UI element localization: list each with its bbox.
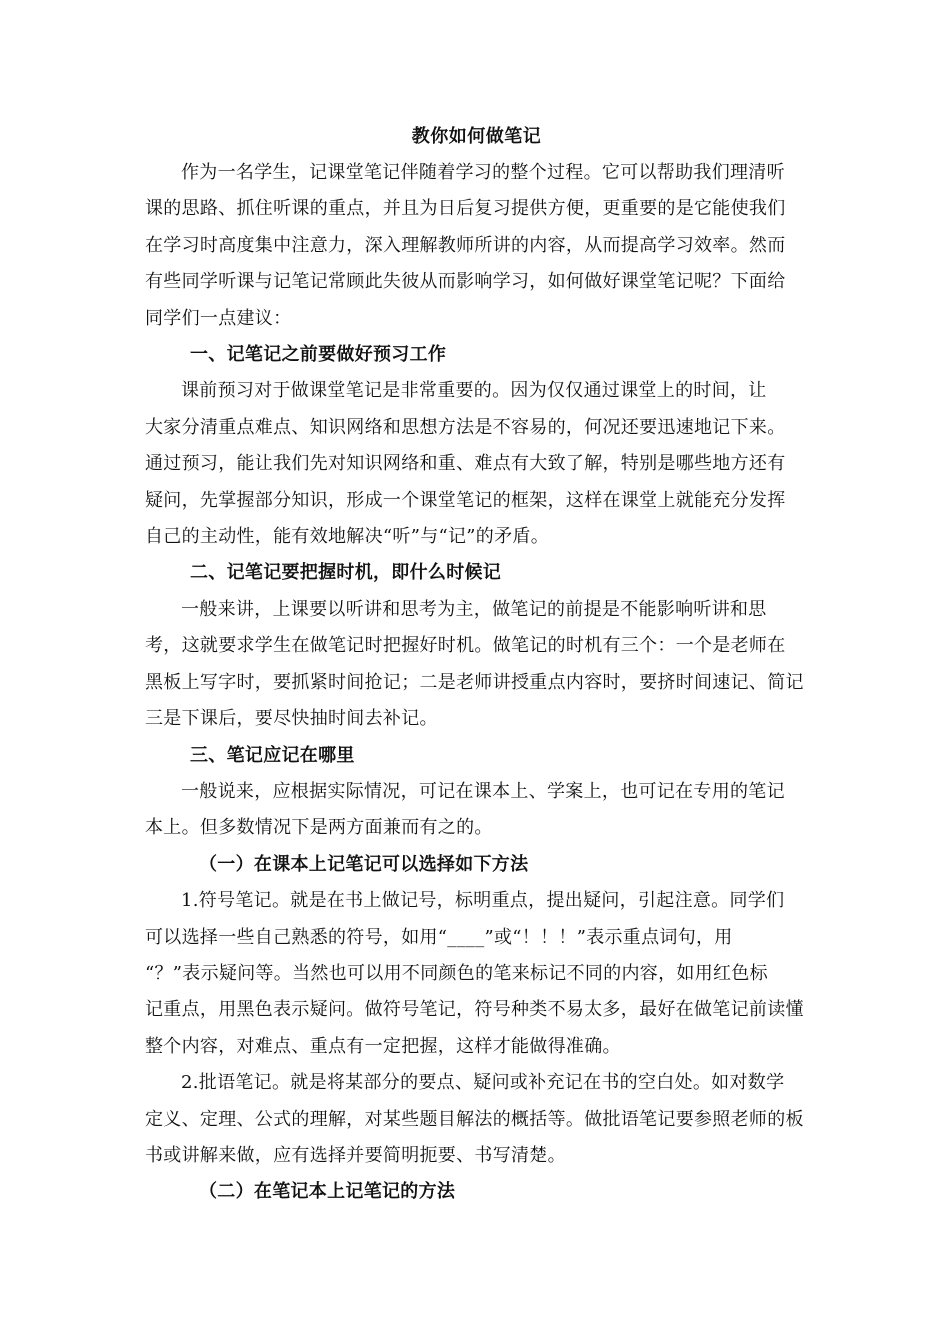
text-line: 本上。但多数情况下是两方面兼而有之的。 xyxy=(145,817,493,839)
text-line: 课的思路、抓住听课的重点，并且为日后复习提供方便，更重要的是它能使我们 xyxy=(145,198,786,220)
section-heading-3: 三、笔记应记在哪里 xyxy=(190,744,355,766)
text-line: 可以选择一些自己熟悉的符号，如用“____”或“！！！”表示重点词句，用 xyxy=(145,926,733,948)
symbol-notes-paragraph xyxy=(145,883,808,1065)
text-line: 三是下课后，要尽快抽时间去补记。 xyxy=(145,708,438,730)
section-heading-1: 一、记笔记之前要做好预习工作 xyxy=(190,344,447,366)
section-3-paragraph xyxy=(145,774,808,847)
text-line: 自己的主动性，能有效地解决“听”与“记”的矛盾。 xyxy=(145,526,550,548)
text-line: 一般说来，应根据实际情况，可记在课本上、学案上，也可记在专用的笔记 xyxy=(181,780,785,802)
text-line: 作为一名学生，记课堂笔记伴随着学习的整个过程。它可以帮助我们理清听 xyxy=(181,162,785,183)
text-line: 1.符号笔记。就是在书上做记号，标明重点，提出疑问，引起注意。同学们 xyxy=(181,890,785,912)
text-line: 一般来讲，上课要以听讲和思考为主，做笔记的前提是不能影响听讲和思 xyxy=(181,598,767,620)
text-line: 大家分清重点难点、知识网络和思想方法是不容易的，何况还要迅速地记下来。 xyxy=(145,416,786,438)
text-line: 书或讲解来做，应有选择并要简明扼要、书写清楚。 xyxy=(145,1144,566,1166)
subsection-heading-2: （二）在笔记本上记笔记的方法 xyxy=(199,1181,456,1203)
text-line: 通过预习，能让我们先对知识网络和重、难点有大致了解，特别是哪些地方还有 xyxy=(145,453,786,475)
text-line: 课前预习对于做课堂笔记是非常重要的。因为仅仅通过课堂上的时间，让 xyxy=(181,380,767,402)
text-line: 2.批语笔记。就是将某部分的要点、疑问或补充记在书的空白处。如对数学 xyxy=(181,1072,785,1094)
section-2-paragraph xyxy=(145,592,808,738)
intro-paragraph xyxy=(145,155,808,337)
text-line: “？”表示疑问等。当然也可以用不同颜色的笔来标记不同的内容，如用红色标 xyxy=(145,962,768,984)
document-page xyxy=(145,118,808,1211)
text-line: 黑板上写字时，要抓紧时间抢记；二是老师讲授重点内容时，要挤时间速记、简记 xyxy=(145,671,804,693)
text-line: 疑问，先掌握部分知识，形成一个课堂笔记的框架，这样在课堂上就能充分发挥 xyxy=(145,489,786,511)
subsection-heading-1: （一）在课本上记笔记可以选择如下方法 xyxy=(199,853,529,875)
text-line: 在学习时高度集中注意力，深入理解教师所讲的内容，从而提高学习效率。然而 xyxy=(145,234,786,256)
text-line: 整个内容，对难点、重点有一定把握，这样才能做得准确。 xyxy=(145,1035,621,1057)
text-line: 定义、定理、公式的理解，对某些题目解法的概括等。做批语笔记要参照老师的板 xyxy=(145,1108,804,1130)
document-title: 教你如何做笔记 xyxy=(411,126,542,147)
text-line: 考，这就要求学生在做笔记时把握好时机。做笔记的时机有三个：一个是老师在 xyxy=(145,635,786,657)
annotation-notes-paragraph xyxy=(145,1065,808,1174)
text-line: 有些同学听课与记笔记常顾此失彼从而影响学习，如何做好课堂笔记呢？下面给 xyxy=(145,271,786,293)
section-heading-2: 二、记笔记要把握时机，即什么时候记 xyxy=(190,562,502,584)
text-line: 同学们一点建议： xyxy=(145,307,292,329)
section-1-paragraph xyxy=(145,373,808,555)
text-line: 记重点，用黑色表示疑问。做符号笔记，符号种类不易太多，最好在做笔记前读懂 xyxy=(145,999,804,1021)
